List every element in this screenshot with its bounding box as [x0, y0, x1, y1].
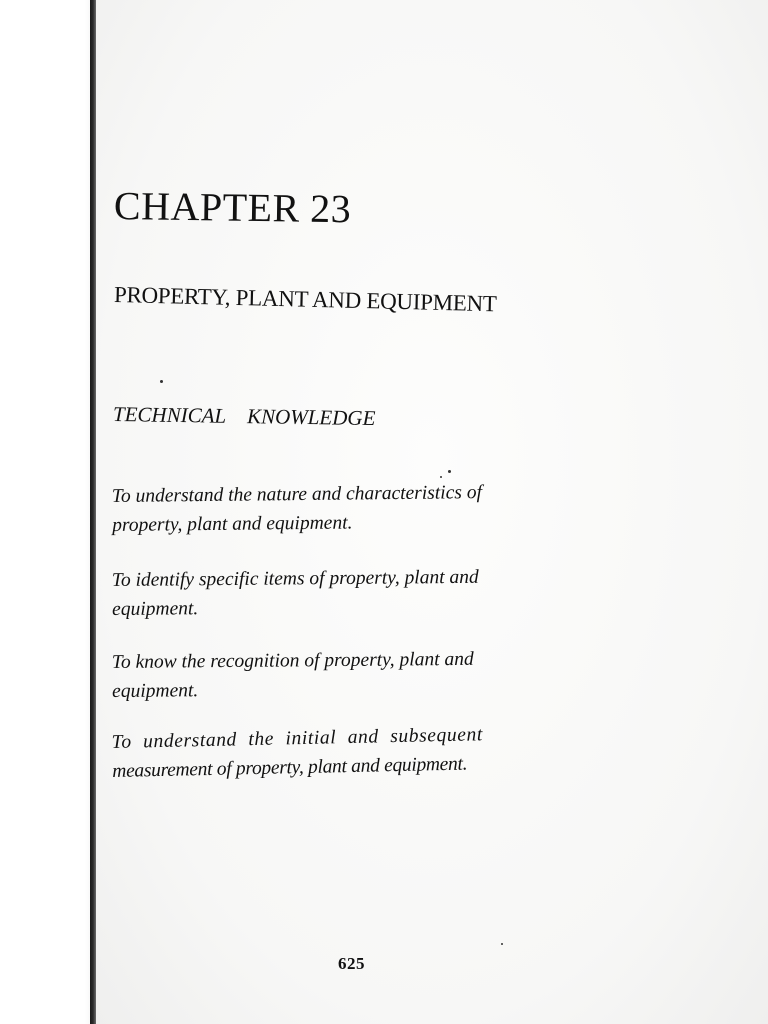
objective-item	[112, 561, 632, 624]
page-gutter	[0, 0, 96, 1024]
section-title: PROPERTY, PLANT AND EQUIPMENT	[113, 282, 497, 317]
objective-line: property, plant and equipment.	[112, 512, 353, 536]
ink-speck	[160, 380, 163, 383]
objective-item	[112, 477, 633, 540]
objective-line: equipment.	[112, 598, 199, 620]
page-number: 625	[338, 954, 365, 973]
objective-item	[112, 643, 632, 706]
objective-line: To understand the nature and characteristics of	[111, 482, 483, 508]
objective-line: To identify specific items of property, plant and	[111, 566, 479, 592]
objective-line: measurement of property, plant and equipment.	[112, 753, 468, 782]
objective-item	[111, 717, 632, 786]
ink-speck	[448, 470, 451, 473]
technical-knowledge-heading: TECHNICAL KNOWLEDGE	[112, 402, 376, 431]
objective-line: equipment.	[112, 680, 199, 702]
objective-line: To understand the initial and subsequent	[111, 724, 484, 754]
ink-speck	[501, 943, 503, 945]
objective-line: To know the recognition of property, plant and	[111, 648, 474, 674]
learning-objectives-list	[112, 482, 632, 786]
chapter-title: CHAPTER 23	[113, 183, 352, 232]
ink-speck	[440, 476, 442, 478]
